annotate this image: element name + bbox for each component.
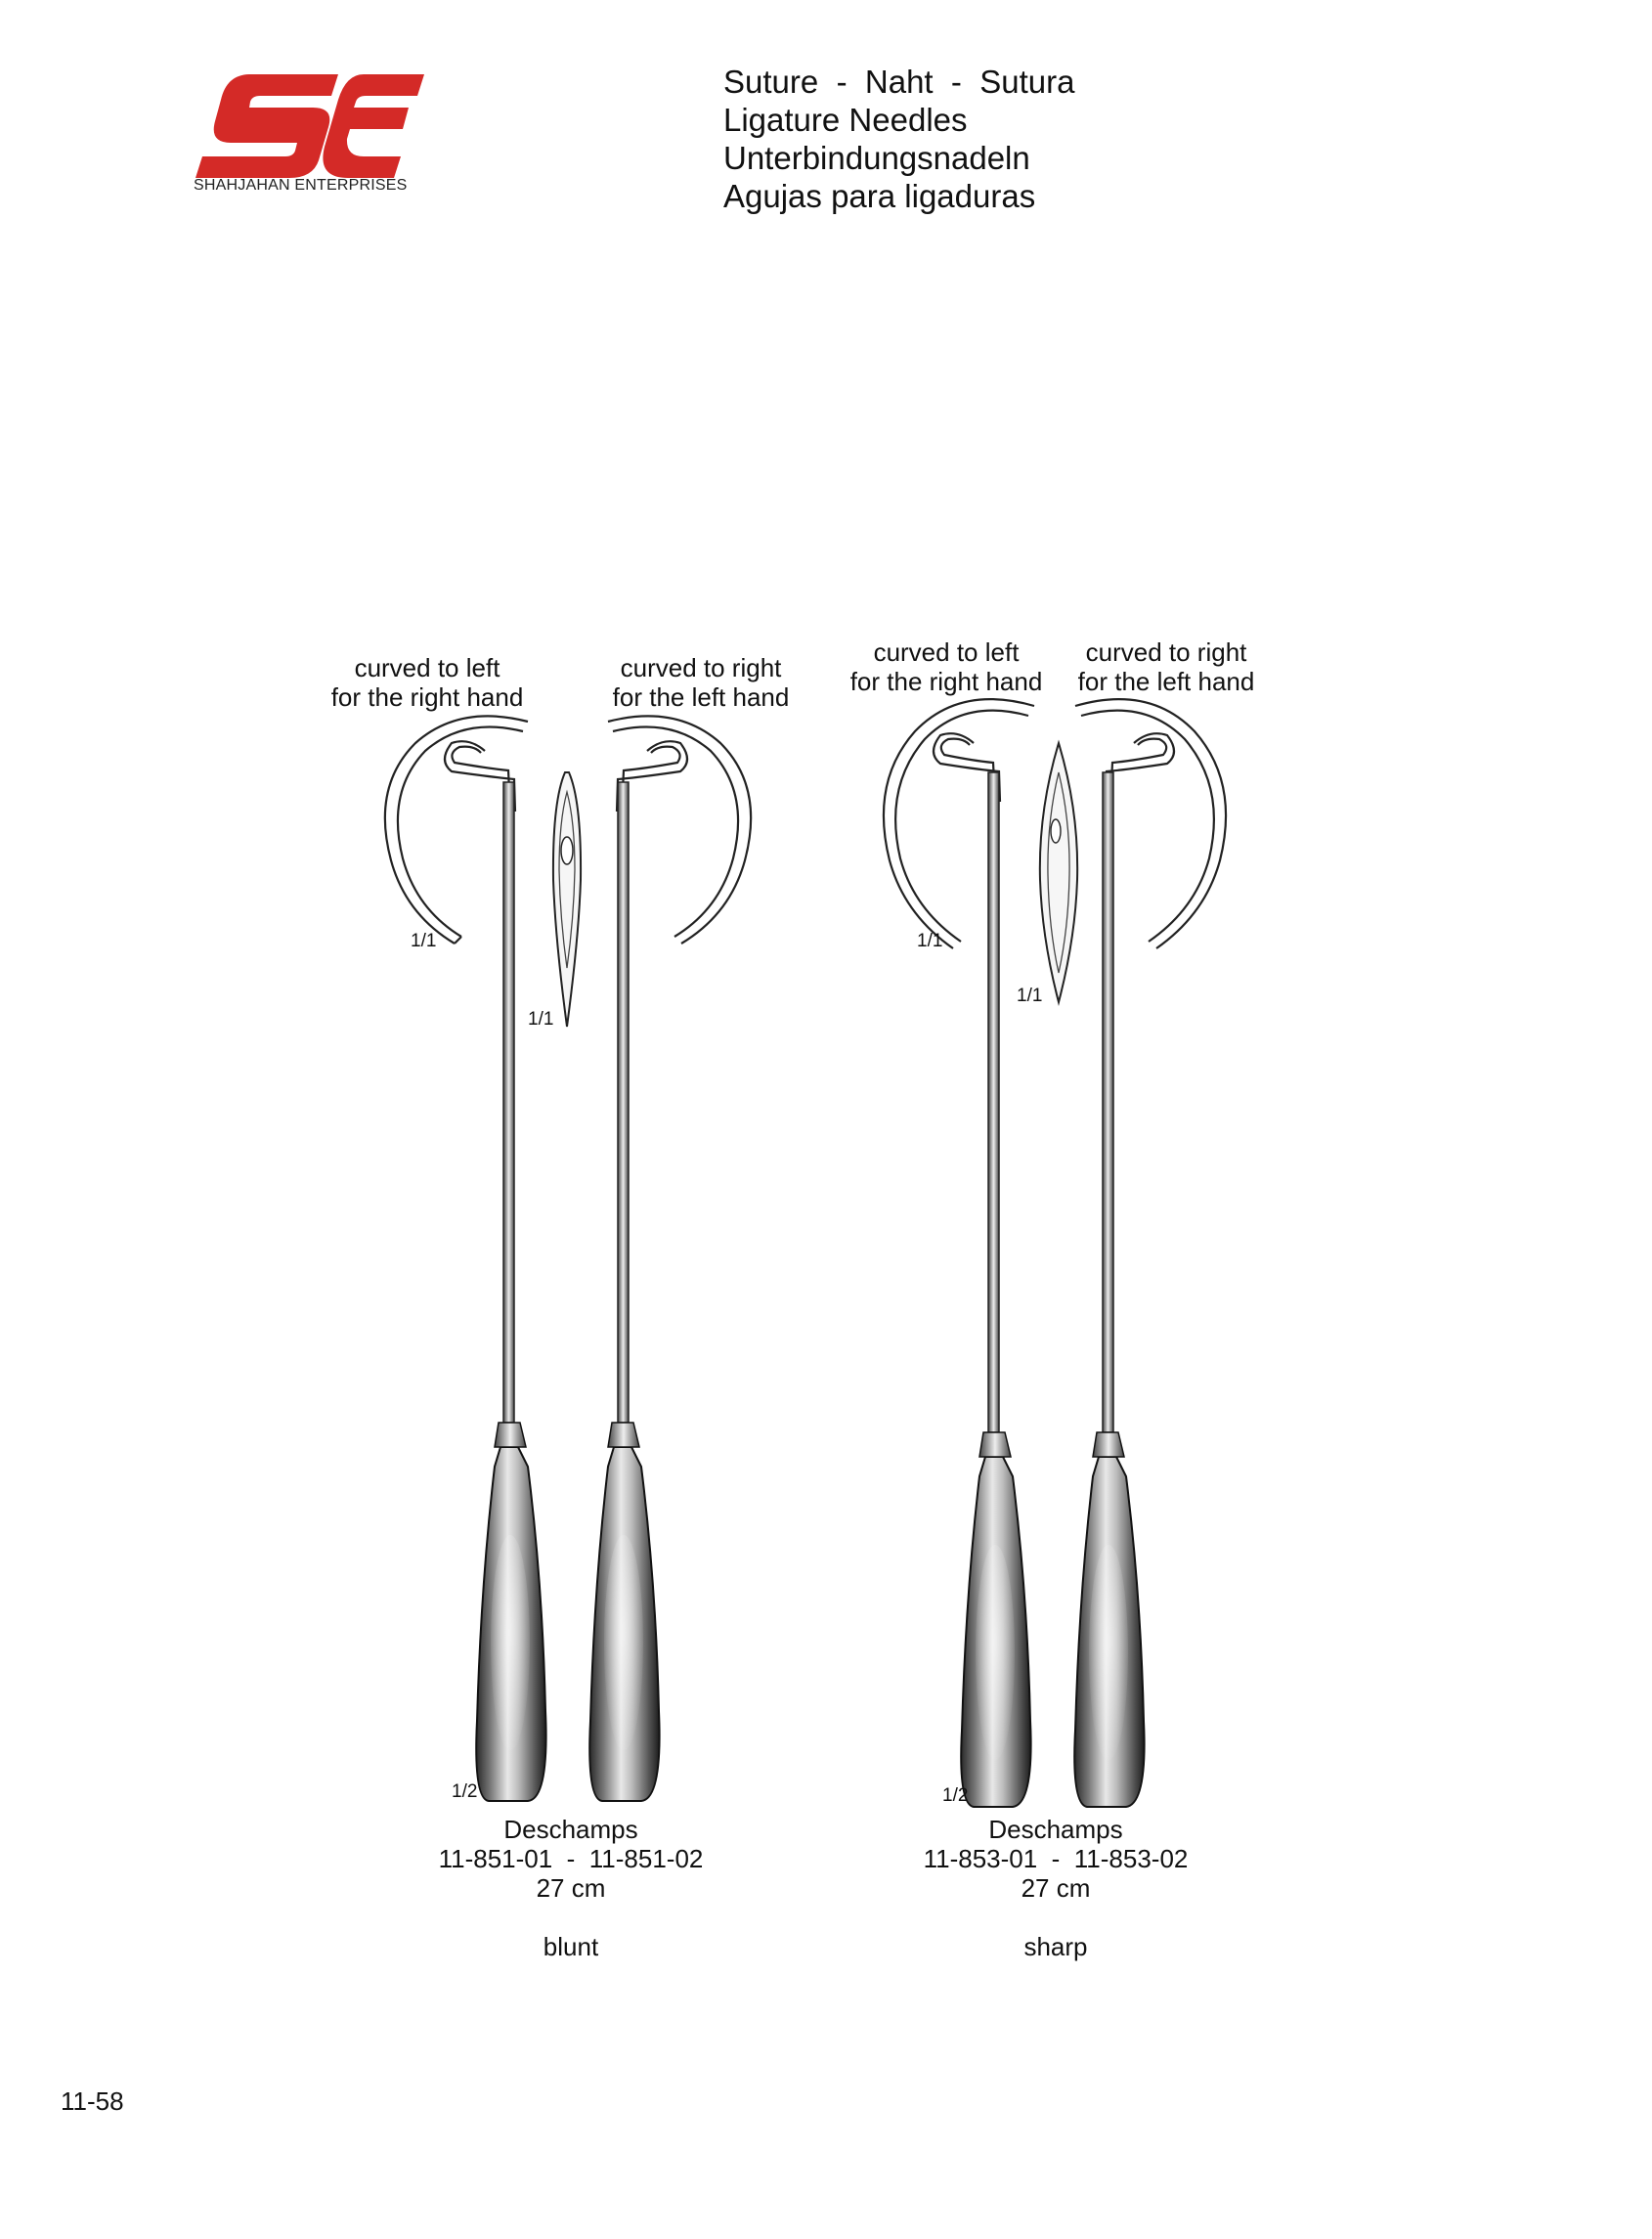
instrument-name: Deschamps bbox=[503, 1815, 638, 1844]
scale-handle-sharp: 1/2 bbox=[942, 1785, 969, 1806]
tip-type: blunt bbox=[543, 1932, 599, 1961]
label-curved-left-blunt: curved to left for the right hand bbox=[330, 653, 524, 712]
shaft-left-blunt bbox=[503, 782, 514, 1423]
header-title-line-4: Agujas para ligaduras bbox=[723, 178, 1036, 214]
needle-eye-detail-sharp bbox=[1040, 743, 1077, 1002]
shaft-left-sharp bbox=[988, 772, 999, 1432]
page-number: 11-58 bbox=[61, 2086, 124, 2116]
instrument-name: Deschamps bbox=[988, 1815, 1123, 1844]
instrument-length: 27 cm bbox=[1021, 1873, 1091, 1903]
header-title-line-1: Suture - Naht - Sutura bbox=[723, 64, 1075, 100]
label-curved-right-sharp: curved to right for the left hand bbox=[1077, 637, 1255, 696]
shaft-right-sharp bbox=[1103, 772, 1113, 1432]
label-curved-right-blunt: curved to right for the left hand bbox=[612, 653, 790, 712]
header-title-line-2: Ligature Needles bbox=[723, 102, 968, 138]
scale-tip-eye-sharp: 1/1 bbox=[1017, 986, 1043, 1006]
shaft-right-blunt bbox=[618, 782, 629, 1423]
tip-type: sharp bbox=[1023, 1932, 1088, 1961]
scale-tip-eye-blunt: 1/1 bbox=[528, 1009, 554, 1030]
caption-sharp bbox=[860, 1815, 1251, 1961]
needle-eye-detail-blunt bbox=[553, 772, 581, 1027]
scale-handle-blunt: 1/2 bbox=[452, 1781, 478, 1802]
header-title-line-3: Unterbindungsnadeln bbox=[723, 140, 1030, 176]
logo-tagline: SHAHJAHAN ENTERPRISES bbox=[194, 177, 408, 194]
caption-blunt bbox=[375, 1815, 766, 1961]
catalog-codes: 11-851-01 - 11-851-02 bbox=[438, 1844, 704, 1873]
label-curved-left-sharp: curved to left for the right hand bbox=[849, 637, 1043, 696]
instrument-length: 27 cm bbox=[536, 1873, 606, 1903]
hook-right-sharp bbox=[1106, 733, 1174, 802]
scale-tip-curve-blunt: 1/1 bbox=[411, 931, 437, 951]
tip-curve-left-sharp bbox=[884, 699, 1034, 948]
tip-curve-right-sharp bbox=[1075, 699, 1226, 948]
tip-curve-right-blunt bbox=[608, 716, 751, 944]
scale-tip-curve-sharp: 1/1 bbox=[917, 931, 943, 951]
catalog-codes: 11-853-01 - 11-853-02 bbox=[923, 1844, 1189, 1873]
